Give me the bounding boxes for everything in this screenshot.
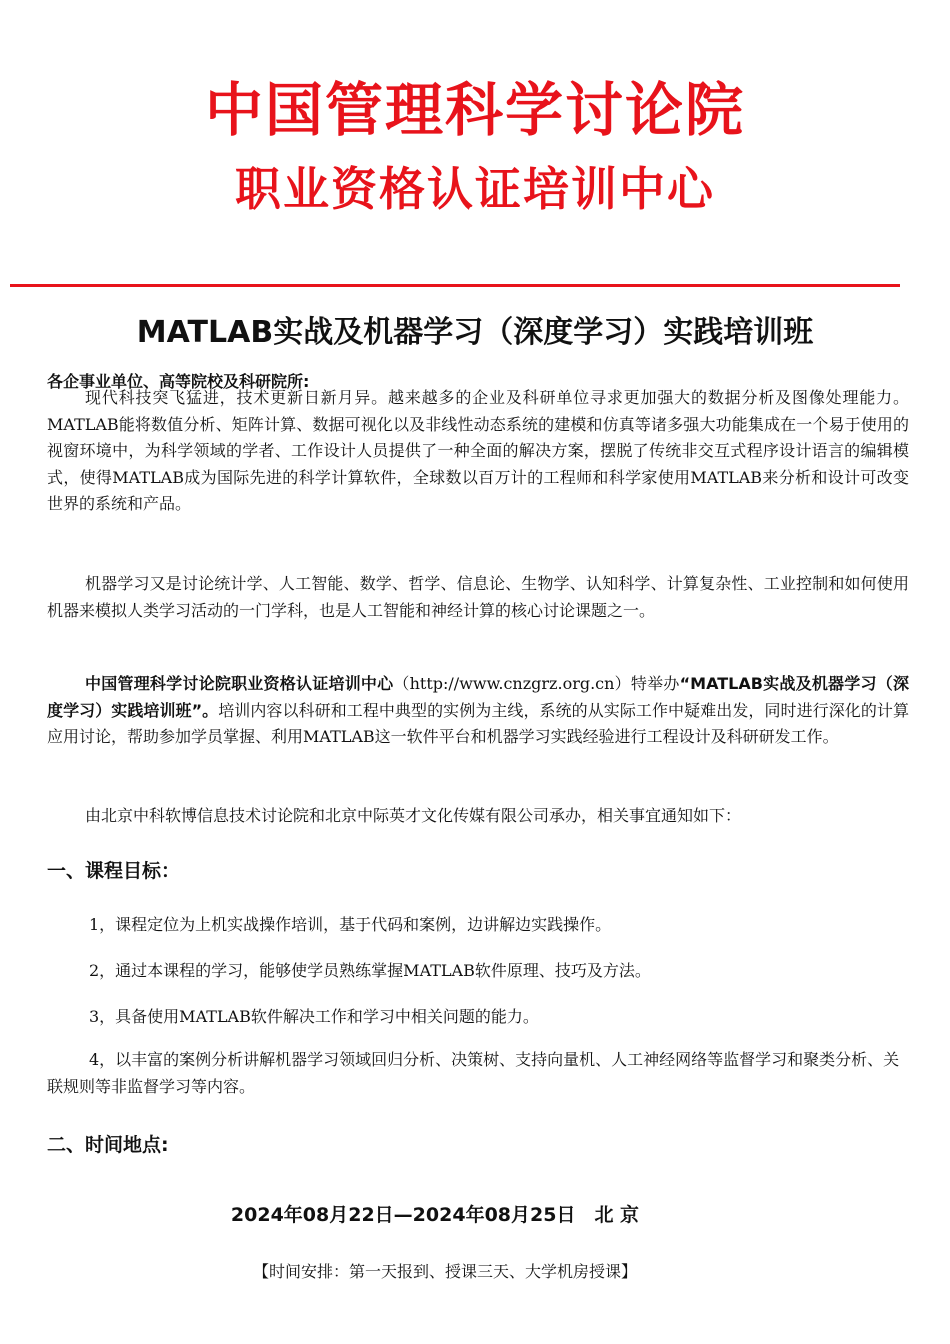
intro-paragraph-2: 机器学习又是讨论统计学、人工智能、数学、哲学、信息论、生物学、认知科学、计算复杂性、工业控制和如何使用机器来模拟人类学习活动的一门学科，也是人工智能和神经计算的核心讨论课题之一。	[47, 574, 909, 620]
goal-item: 2，通过本课程的学习，能够使学员熟练掌握MATLAB软件原理、技巧及方法。	[89, 961, 651, 980]
goal-item: 4，以丰富的案例分析讲解机器学习领域回归分析、决策树、支持向量机、人工神经网络等监督学习和聚类分析、关联规则等非监督学习等内容。	[47, 1050, 900, 1096]
header-divider	[10, 284, 900, 287]
course-name-inline: “MATLAB实战及机器学习（深度学习）实践培训班”。	[47, 674, 909, 720]
section-heading-time-place: 二、时间地点:	[47, 1134, 169, 1156]
intro-paragraph-4: 由北京中科软博信息技术讨论院和北京中际英才文化传媒有限公司承办，相关事宜通知如下：	[85, 806, 742, 825]
course-title: MATLAB实战及机器学习（深度学习）实践培训班	[136, 315, 814, 350]
section-heading-goals: 一、课程目标：	[47, 860, 181, 882]
organizer-name: 中国管理科学讨论院职业资格认证培训中心	[85, 674, 394, 693]
goal-item: 1，课程定位为上机实战操作培训，基于代码和案例，边讲解边实践操作。	[89, 915, 612, 934]
course-description: 培训内容以科研和工程中典型的实例为主线，系统的从实际工作中疑难出发，同时进行深化的计算应用讨论，帮助参加学员掌握、利用MATLAB这一软件平台和机器学习实践经验进行工程设计及科研研发工作。	[47, 700, 909, 746]
organizer-url: （http://www.cnzgrz.org.cn）	[393, 674, 631, 693]
date-location: 2024年08月22日—2024年08月25日 北 京	[230, 1204, 640, 1226]
org-title-line1: 中国管理科学讨论院	[204, 76, 745, 144]
goal-item: 3，具备使用MATLAB软件解决工作和学习中相关问题的能力。	[89, 1007, 539, 1026]
intro-paragraph-1: 现代科技突飞猛进，技术更新日新月异。越来越多的企业及科研单位寻求更加强大的数据分析及图像处理能力。MATLAB能将数值分析、矩阵计算、数据可视化以及非线性动态系统的建模和仿真等诸多强大功能集成在一个易于使用的视窗环境中，为科学领域的学者、工作设计人员提供了一种全面的解决方案，摆脱了传统非交互式程序设计语言的编辑模式，使得MATLAB成为国际先进的科学计算软件，全球数以百万计的工程师和科学家使用MATLAB来分析和设计可改变世界的系统和产品。	[47, 388, 909, 513]
intro-paragraph-3	[47, 671, 909, 751]
org-title-line2: 职业资格认证培训中心	[235, 162, 715, 216]
organizer-verb: 特举办	[630, 674, 680, 693]
schedule-note: 【时间安排：第一天报到、授课三天、大学机房授课】	[252, 1262, 637, 1281]
greeting: 各企事业单位、高等院校及科研院所:	[47, 372, 310, 391]
